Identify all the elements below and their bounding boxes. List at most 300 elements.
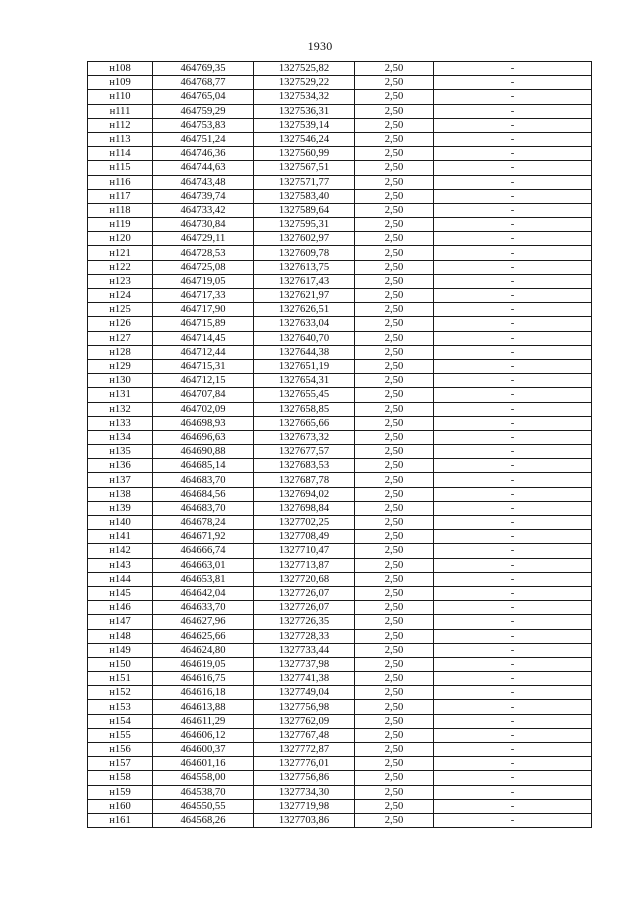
- table-row: [88, 728, 592, 742]
- note-cell: -: [434, 813, 592, 827]
- note-cell: -: [434, 757, 592, 771]
- accuracy-cell: 2,50: [355, 218, 434, 232]
- note-cell: -: [434, 601, 592, 615]
- x-coordinate-cell: 464619,05: [153, 657, 254, 671]
- x-coordinate-cell: 464685,14: [153, 459, 254, 473]
- point-id-cell: н109: [88, 76, 153, 90]
- note-cell: -: [434, 416, 592, 430]
- accuracy-cell: 2,50: [355, 416, 434, 430]
- note-cell: -: [434, 445, 592, 459]
- accuracy-cell: 2,50: [355, 203, 434, 217]
- accuracy-cell: 2,50: [355, 572, 434, 586]
- point-id-cell: н119: [88, 218, 153, 232]
- x-coordinate-cell: 464715,31: [153, 359, 254, 373]
- note-cell: -: [434, 643, 592, 657]
- table-row: [88, 700, 592, 714]
- accuracy-cell: 2,50: [355, 544, 434, 558]
- accuracy-cell: 2,50: [355, 530, 434, 544]
- y-coordinate-cell: 1327698,84: [254, 501, 355, 515]
- x-coordinate-cell: 464601,16: [153, 757, 254, 771]
- accuracy-cell: 2,50: [355, 586, 434, 600]
- point-id-cell: н157: [88, 757, 153, 771]
- note-cell: -: [434, 331, 592, 345]
- table-row: [88, 62, 592, 76]
- note-cell: -: [434, 572, 592, 586]
- y-coordinate-cell: 1327665,66: [254, 416, 355, 430]
- y-coordinate-cell: 1327708,49: [254, 530, 355, 544]
- note-cell: -: [434, 501, 592, 515]
- accuracy-cell: 2,50: [355, 487, 434, 501]
- accuracy-cell: 2,50: [355, 672, 434, 686]
- point-id-cell: н153: [88, 700, 153, 714]
- point-id-cell: н112: [88, 118, 153, 132]
- table-row: [88, 416, 592, 430]
- note-cell: -: [434, 260, 592, 274]
- table-row: [88, 232, 592, 246]
- point-id-cell: н137: [88, 473, 153, 487]
- note-cell: -: [434, 430, 592, 444]
- point-id-cell: н134: [88, 430, 153, 444]
- accuracy-cell: 2,50: [355, 601, 434, 615]
- point-id-cell: н123: [88, 274, 153, 288]
- x-coordinate-cell: 464683,70: [153, 473, 254, 487]
- y-coordinate-cell: 1327733,44: [254, 643, 355, 657]
- page-number: 1930: [307, 39, 333, 53]
- table-row: [88, 558, 592, 572]
- y-coordinate-cell: 1327776,01: [254, 757, 355, 771]
- table-row: [88, 104, 592, 118]
- accuracy-cell: 2,50: [355, 771, 434, 785]
- note-cell: -: [434, 388, 592, 402]
- x-coordinate-cell: 464678,24: [153, 516, 254, 530]
- table-row: [88, 90, 592, 104]
- accuracy-cell: 2,50: [355, 459, 434, 473]
- x-coordinate-cell: 464558,00: [153, 771, 254, 785]
- y-coordinate-cell: 1327626,51: [254, 303, 355, 317]
- table-row: [88, 76, 592, 90]
- note-cell: -: [434, 76, 592, 90]
- y-coordinate-cell: 1327583,40: [254, 189, 355, 203]
- coordinates-table: [87, 61, 592, 828]
- y-coordinate-cell: 1327772,87: [254, 743, 355, 757]
- accuracy-cell: 2,50: [355, 700, 434, 714]
- accuracy-cell: 2,50: [355, 374, 434, 388]
- y-coordinate-cell: 1327728,33: [254, 629, 355, 643]
- x-coordinate-cell: 464765,04: [153, 90, 254, 104]
- accuracy-cell: 2,50: [355, 147, 434, 161]
- table-row: [88, 246, 592, 260]
- y-coordinate-cell: 1327658,85: [254, 402, 355, 416]
- x-coordinate-cell: 464717,33: [153, 289, 254, 303]
- table-row: [88, 317, 592, 331]
- note-cell: -: [434, 274, 592, 288]
- y-coordinate-cell: 1327654,31: [254, 374, 355, 388]
- coordinates-table-body: [88, 62, 592, 828]
- x-coordinate-cell: 464702,09: [153, 402, 254, 416]
- y-coordinate-cell: 1327687,78: [254, 473, 355, 487]
- note-cell: -: [434, 586, 592, 600]
- point-id-cell: н143: [88, 558, 153, 572]
- y-coordinate-cell: 1327720,68: [254, 572, 355, 586]
- accuracy-cell: 2,50: [355, 246, 434, 260]
- table-row: [88, 345, 592, 359]
- accuracy-cell: 2,50: [355, 303, 434, 317]
- accuracy-cell: 2,50: [355, 232, 434, 246]
- point-id-cell: н151: [88, 672, 153, 686]
- x-coordinate-cell: 464653,81: [153, 572, 254, 586]
- x-coordinate-cell: 464769,35: [153, 62, 254, 76]
- point-id-cell: н150: [88, 657, 153, 671]
- y-coordinate-cell: 1327702,25: [254, 516, 355, 530]
- table-row: [88, 303, 592, 317]
- y-coordinate-cell: 1327560,99: [254, 147, 355, 161]
- note-cell: -: [434, 657, 592, 671]
- y-coordinate-cell: 1327595,31: [254, 218, 355, 232]
- x-coordinate-cell: 464712,44: [153, 345, 254, 359]
- table-row: [88, 757, 592, 771]
- point-id-cell: н161: [88, 813, 153, 827]
- accuracy-cell: 2,50: [355, 657, 434, 671]
- point-id-cell: н158: [88, 771, 153, 785]
- note-cell: -: [434, 473, 592, 487]
- accuracy-cell: 2,50: [355, 76, 434, 90]
- x-coordinate-cell: 464729,11: [153, 232, 254, 246]
- x-coordinate-cell: 464753,83: [153, 118, 254, 132]
- note-cell: -: [434, 175, 592, 189]
- point-id-cell: н145: [88, 586, 153, 600]
- point-id-cell: н110: [88, 90, 153, 104]
- y-coordinate-cell: 1327703,86: [254, 813, 355, 827]
- y-coordinate-cell: 1327683,53: [254, 459, 355, 473]
- point-id-cell: н156: [88, 743, 153, 757]
- note-cell: -: [434, 516, 592, 530]
- note-cell: -: [434, 189, 592, 203]
- x-coordinate-cell: 464725,08: [153, 260, 254, 274]
- y-coordinate-cell: 1327589,64: [254, 203, 355, 217]
- table-row: [88, 260, 592, 274]
- y-coordinate-cell: 1327726,35: [254, 615, 355, 629]
- point-id-cell: н148: [88, 629, 153, 643]
- table-row: [88, 672, 592, 686]
- x-coordinate-cell: 464671,92: [153, 530, 254, 544]
- accuracy-cell: 2,50: [355, 331, 434, 345]
- note-cell: -: [434, 345, 592, 359]
- table-row: [88, 374, 592, 388]
- y-coordinate-cell: 1327617,43: [254, 274, 355, 288]
- point-id-cell: н115: [88, 161, 153, 175]
- x-coordinate-cell: 464715,89: [153, 317, 254, 331]
- y-coordinate-cell: 1327710,47: [254, 544, 355, 558]
- point-id-cell: н155: [88, 728, 153, 742]
- note-cell: -: [434, 615, 592, 629]
- x-coordinate-cell: 464633,70: [153, 601, 254, 615]
- x-coordinate-cell: 464568,26: [153, 813, 254, 827]
- table-row: [88, 657, 592, 671]
- y-coordinate-cell: 1327567,51: [254, 161, 355, 175]
- y-coordinate-cell: 1327525,82: [254, 62, 355, 76]
- y-coordinate-cell: 1327767,48: [254, 728, 355, 742]
- accuracy-cell: 2,50: [355, 317, 434, 331]
- x-coordinate-cell: 464684,56: [153, 487, 254, 501]
- accuracy-cell: 2,50: [355, 90, 434, 104]
- table-row: [88, 118, 592, 132]
- note-cell: -: [434, 672, 592, 686]
- note-cell: -: [434, 743, 592, 757]
- note-cell: -: [434, 728, 592, 742]
- accuracy-cell: 2,50: [355, 345, 434, 359]
- x-coordinate-cell: 464625,66: [153, 629, 254, 643]
- x-coordinate-cell: 464728,53: [153, 246, 254, 260]
- accuracy-cell: 2,50: [355, 629, 434, 643]
- y-coordinate-cell: 1327536,31: [254, 104, 355, 118]
- x-coordinate-cell: 464719,05: [153, 274, 254, 288]
- y-coordinate-cell: 1327609,78: [254, 246, 355, 260]
- y-coordinate-cell: 1327651,19: [254, 359, 355, 373]
- x-coordinate-cell: 464744,63: [153, 161, 254, 175]
- point-id-cell: н114: [88, 147, 153, 161]
- accuracy-cell: 2,50: [355, 274, 434, 288]
- point-id-cell: н160: [88, 799, 153, 813]
- point-id-cell: н133: [88, 416, 153, 430]
- y-coordinate-cell: 1327546,24: [254, 132, 355, 146]
- accuracy-cell: 2,50: [355, 728, 434, 742]
- y-coordinate-cell: 1327737,98: [254, 657, 355, 671]
- note-cell: -: [434, 686, 592, 700]
- x-coordinate-cell: 464642,04: [153, 586, 254, 600]
- point-id-cell: н124: [88, 289, 153, 303]
- x-coordinate-cell: 464550,55: [153, 799, 254, 813]
- accuracy-cell: 2,50: [355, 388, 434, 402]
- note-cell: -: [434, 700, 592, 714]
- x-coordinate-cell: 464751,24: [153, 132, 254, 146]
- y-coordinate-cell: 1327741,38: [254, 672, 355, 686]
- point-id-cell: н121: [88, 246, 153, 260]
- point-id-cell: н136: [88, 459, 153, 473]
- y-coordinate-cell: 1327756,86: [254, 771, 355, 785]
- note-cell: -: [434, 544, 592, 558]
- note-cell: -: [434, 629, 592, 643]
- x-coordinate-cell: 464611,29: [153, 714, 254, 728]
- table-row: [88, 785, 592, 799]
- note-cell: -: [434, 374, 592, 388]
- accuracy-cell: 2,50: [355, 714, 434, 728]
- table-row: [88, 289, 592, 303]
- x-coordinate-cell: 464690,88: [153, 445, 254, 459]
- x-coordinate-cell: 464698,93: [153, 416, 254, 430]
- note-cell: -: [434, 303, 592, 317]
- accuracy-cell: 2,50: [355, 118, 434, 132]
- point-id-cell: н118: [88, 203, 153, 217]
- y-coordinate-cell: 1327749,04: [254, 686, 355, 700]
- accuracy-cell: 2,50: [355, 402, 434, 416]
- point-id-cell: н131: [88, 388, 153, 402]
- table-row: [88, 473, 592, 487]
- note-cell: -: [434, 771, 592, 785]
- accuracy-cell: 2,50: [355, 615, 434, 629]
- point-id-cell: н149: [88, 643, 153, 657]
- accuracy-cell: 2,50: [355, 104, 434, 118]
- accuracy-cell: 2,50: [355, 785, 434, 799]
- y-coordinate-cell: 1327762,09: [254, 714, 355, 728]
- table-row: [88, 402, 592, 416]
- note-cell: -: [434, 799, 592, 813]
- accuracy-cell: 2,50: [355, 260, 434, 274]
- table-row: [88, 572, 592, 586]
- table-row: [88, 771, 592, 785]
- y-coordinate-cell: 1327613,75: [254, 260, 355, 274]
- table-row: [88, 132, 592, 146]
- table-row: [88, 388, 592, 402]
- note-cell: -: [434, 118, 592, 132]
- accuracy-cell: 2,50: [355, 175, 434, 189]
- point-id-cell: н113: [88, 132, 153, 146]
- table-row: [88, 516, 592, 530]
- note-cell: -: [434, 317, 592, 331]
- table-row: [88, 643, 592, 657]
- table-row: [88, 161, 592, 175]
- accuracy-cell: 2,50: [355, 686, 434, 700]
- note-cell: -: [434, 147, 592, 161]
- point-id-cell: н122: [88, 260, 153, 274]
- x-coordinate-cell: 464613,88: [153, 700, 254, 714]
- table-row: [88, 629, 592, 643]
- note-cell: -: [434, 232, 592, 246]
- y-coordinate-cell: 1327756,98: [254, 700, 355, 714]
- y-coordinate-cell: 1327673,32: [254, 430, 355, 444]
- x-coordinate-cell: 464759,29: [153, 104, 254, 118]
- y-coordinate-cell: 1327713,87: [254, 558, 355, 572]
- accuracy-cell: 2,50: [355, 643, 434, 657]
- y-coordinate-cell: 1327534,32: [254, 90, 355, 104]
- x-coordinate-cell: 464743,48: [153, 175, 254, 189]
- x-coordinate-cell: 464712,15: [153, 374, 254, 388]
- accuracy-cell: 2,50: [355, 516, 434, 530]
- accuracy-cell: 2,50: [355, 430, 434, 444]
- point-id-cell: н132: [88, 402, 153, 416]
- point-id-cell: н117: [88, 189, 153, 203]
- point-id-cell: н144: [88, 572, 153, 586]
- x-coordinate-cell: 464714,45: [153, 331, 254, 345]
- y-coordinate-cell: 1327719,98: [254, 799, 355, 813]
- point-id-cell: н140: [88, 516, 153, 530]
- accuracy-cell: 2,50: [355, 757, 434, 771]
- table-row: [88, 459, 592, 473]
- table-row: [88, 714, 592, 728]
- x-coordinate-cell: 464730,84: [153, 218, 254, 232]
- accuracy-cell: 2,50: [355, 743, 434, 757]
- point-id-cell: н142: [88, 544, 153, 558]
- y-coordinate-cell: 1327640,70: [254, 331, 355, 345]
- note-cell: -: [434, 132, 592, 146]
- note-cell: -: [434, 530, 592, 544]
- table-row: [88, 487, 592, 501]
- x-coordinate-cell: 464606,12: [153, 728, 254, 742]
- table-row: [88, 615, 592, 629]
- point-id-cell: н108: [88, 62, 153, 76]
- note-cell: -: [434, 289, 592, 303]
- table-row: [88, 274, 592, 288]
- y-coordinate-cell: 1327571,77: [254, 175, 355, 189]
- y-coordinate-cell: 1327621,97: [254, 289, 355, 303]
- table-row: [88, 175, 592, 189]
- x-coordinate-cell: 464696,63: [153, 430, 254, 444]
- x-coordinate-cell: 464739,74: [153, 189, 254, 203]
- point-id-cell: н129: [88, 359, 153, 373]
- accuracy-cell: 2,50: [355, 473, 434, 487]
- accuracy-cell: 2,50: [355, 132, 434, 146]
- accuracy-cell: 2,50: [355, 558, 434, 572]
- accuracy-cell: 2,50: [355, 62, 434, 76]
- x-coordinate-cell: 464768,77: [153, 76, 254, 90]
- y-coordinate-cell: 1327734,30: [254, 785, 355, 799]
- accuracy-cell: 2,50: [355, 501, 434, 515]
- note-cell: -: [434, 558, 592, 572]
- point-id-cell: н125: [88, 303, 153, 317]
- point-id-cell: н128: [88, 345, 153, 359]
- table-row: [88, 445, 592, 459]
- point-id-cell: н146: [88, 601, 153, 615]
- point-id-cell: н152: [88, 686, 153, 700]
- table-row: [88, 813, 592, 827]
- x-coordinate-cell: 464666,74: [153, 544, 254, 558]
- note-cell: -: [434, 218, 592, 232]
- table-row: [88, 586, 592, 600]
- table-row: [88, 601, 592, 615]
- accuracy-cell: 2,50: [355, 189, 434, 203]
- point-id-cell: н120: [88, 232, 153, 246]
- table-row: [88, 501, 592, 515]
- table-row: [88, 189, 592, 203]
- point-id-cell: н147: [88, 615, 153, 629]
- note-cell: -: [434, 714, 592, 728]
- x-coordinate-cell: 464733,42: [153, 203, 254, 217]
- table-row: [88, 218, 592, 232]
- accuracy-cell: 2,50: [355, 813, 434, 827]
- x-coordinate-cell: 464616,18: [153, 686, 254, 700]
- table-row: [88, 799, 592, 813]
- y-coordinate-cell: 1327655,45: [254, 388, 355, 402]
- point-id-cell: н116: [88, 175, 153, 189]
- y-coordinate-cell: 1327677,57: [254, 445, 355, 459]
- table-row: [88, 359, 592, 373]
- table-row: [88, 544, 592, 558]
- point-id-cell: н126: [88, 317, 153, 331]
- point-id-cell: н111: [88, 104, 153, 118]
- note-cell: -: [434, 402, 592, 416]
- point-id-cell: н138: [88, 487, 153, 501]
- y-coordinate-cell: 1327633,04: [254, 317, 355, 331]
- note-cell: -: [434, 203, 592, 217]
- x-coordinate-cell: 464717,90: [153, 303, 254, 317]
- note-cell: -: [434, 90, 592, 104]
- x-coordinate-cell: 464683,70: [153, 501, 254, 515]
- accuracy-cell: 2,50: [355, 289, 434, 303]
- y-coordinate-cell: 1327529,22: [254, 76, 355, 90]
- point-id-cell: н130: [88, 374, 153, 388]
- accuracy-cell: 2,50: [355, 445, 434, 459]
- y-coordinate-cell: 1327726,07: [254, 586, 355, 600]
- y-coordinate-cell: 1327726,07: [254, 601, 355, 615]
- note-cell: -: [434, 459, 592, 473]
- y-coordinate-cell: 1327694,02: [254, 487, 355, 501]
- x-coordinate-cell: 464663,01: [153, 558, 254, 572]
- point-id-cell: н159: [88, 785, 153, 799]
- x-coordinate-cell: 464627,96: [153, 615, 254, 629]
- accuracy-cell: 2,50: [355, 161, 434, 175]
- point-id-cell: н141: [88, 530, 153, 544]
- note-cell: -: [434, 487, 592, 501]
- table-row: [88, 430, 592, 444]
